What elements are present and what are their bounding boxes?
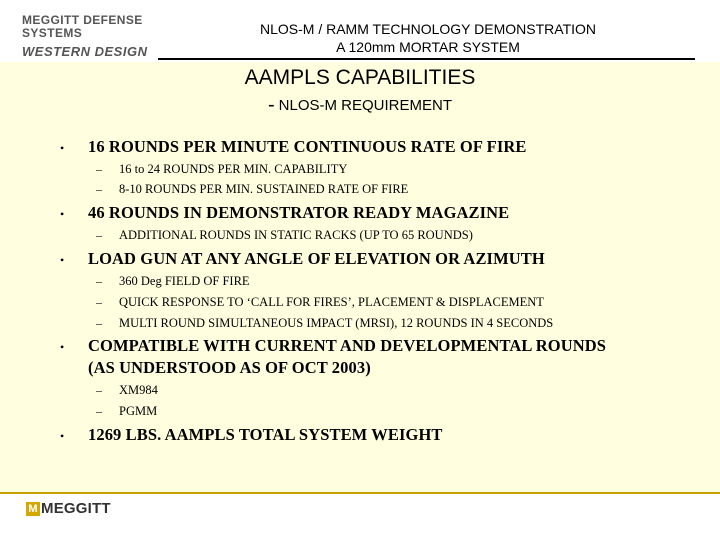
slide-subtitle: [0, 94, 720, 117]
bullet-marker: •: [60, 141, 65, 155]
sub-bullet-text: 8-10 ROUNDS PER MIN. SUSTAINED RATE OF FIRE: [119, 182, 409, 196]
header-rule: [158, 58, 695, 60]
sub-bullet-dash: –: [96, 316, 102, 330]
bullet-text: 16 ROUNDS PER MINUTE CONTINUOUS RATE OF FIRE: [88, 137, 527, 156]
meggitt-wordmark: MEGGITT: [41, 500, 111, 517]
subtitle-text: NLOS-M REQUIREMENT: [278, 97, 452, 114]
subtitle-dash: -: [267, 94, 275, 116]
sub-bullet-dash: –: [96, 295, 102, 309]
logo-line-1: MEGGITT DEFENSE: [22, 13, 143, 27]
sub-bullet-text: 16 to 24 ROUNDS PER MIN. CAPABILITY: [119, 162, 348, 176]
sub-bullet-text: ADDITIONAL ROUNDS IN STATIC RACKS (UP TO 65 ROUNDS): [119, 228, 473, 242]
sub-bullet-dash: –: [96, 404, 102, 418]
sub-bullet-text: MULTI ROUND SIMULTANEOUS IMPACT (MRSI), 12 ROUNDS IN 4 SECONDS: [119, 316, 554, 330]
bullet-marker: •: [60, 429, 65, 443]
bullet-marker: •: [60, 340, 65, 354]
meggitt-logo: [26, 500, 111, 517]
logo-line-2: SYSTEMS: [22, 26, 83, 40]
footer-rule: [0, 492, 720, 494]
header-title-line-1: NLOS-M / RAMM TECHNOLOGY DEMONSTRATION: [259, 21, 597, 37]
header-title-line-2: A 120mm MORTAR SYSTEM: [336, 39, 520, 55]
bullet-text-continued: (AS UNDERSTOOD AS OF OCT 2003): [88, 358, 371, 377]
logo-line-3: WESTERN DESIGN: [22, 44, 148, 59]
meggitt-defense-logo: [22, 14, 147, 58]
slide-title: AAMPLS CAPABILITIES: [244, 66, 476, 89]
sub-bullet-text: XM984: [119, 383, 158, 397]
bullet-text: 46 ROUNDS IN DEMONSTRATOR READY MAGAZINE: [88, 203, 510, 222]
header-title: [200, 20, 656, 56]
bullet-marker: •: [60, 253, 65, 267]
bullet-text: COMPATIBLE WITH CURRENT AND DEVELOPMENTAL ROUNDS: [88, 336, 607, 355]
meggitt-mark-icon: M: [26, 502, 40, 516]
bullet-text: LOAD GUN AT ANY ANGLE OF ELEVATION OR AZIMUTH: [88, 249, 545, 268]
sub-bullet-text: PGMM: [119, 404, 158, 418]
sub-bullet-dash: –: [96, 383, 102, 397]
sub-bullet-dash: –: [96, 162, 102, 176]
sub-bullet-text: 360 Deg FIELD OF FIRE: [119, 274, 250, 288]
sub-bullet-dash: –: [96, 182, 102, 196]
sub-bullet-dash: –: [96, 228, 102, 242]
bullet-text: 1269 LBS. AAMPLS TOTAL SYSTEM WEIGHT: [88, 425, 443, 444]
bullet-marker: •: [60, 207, 65, 221]
sub-bullet-text: QUICK RESPONSE TO ‘CALL FOR FIRES’, PLACEMENT & DISPLACEMENT: [119, 295, 544, 309]
sub-bullet-dash: –: [96, 274, 102, 288]
